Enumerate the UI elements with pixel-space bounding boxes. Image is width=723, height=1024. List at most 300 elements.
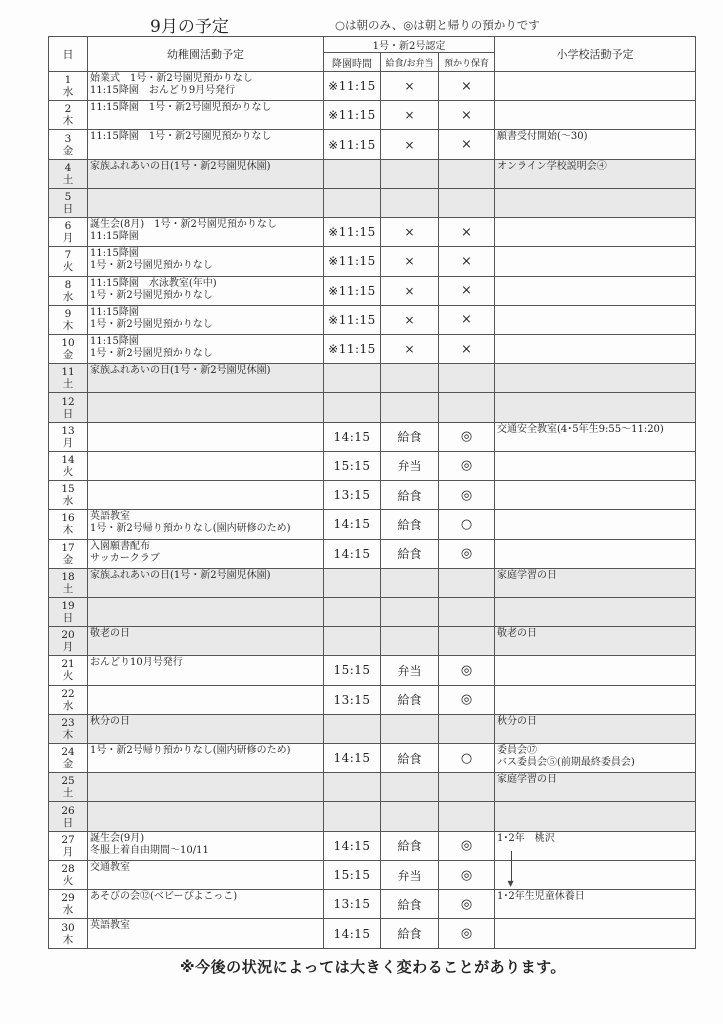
kindergarten-activity-cell: [88, 188, 324, 217]
school-activity-cell: [495, 744, 696, 773]
day-cell: [49, 218, 88, 247]
day-cell: [49, 597, 88, 626]
kindergarten-activity-cell: [88, 130, 324, 159]
day-number: 20: [61, 629, 75, 642]
meal-cell: 給食: [381, 539, 439, 568]
day-number: 1: [64, 74, 72, 87]
childcare-cell: ×: [439, 247, 495, 276]
weekday: 日: [62, 407, 74, 420]
dismissal-time-cell: 14:15: [324, 422, 381, 451]
meal-cell: 給食: [381, 744, 439, 773]
day-cell: [49, 188, 88, 217]
school-activity-cell: [495, 72, 696, 101]
activity-line: 11:15降園 1号・新2号園児預かりなし: [90, 131, 272, 143]
header-time: 降園時間: [324, 53, 381, 72]
dismissal-time-cell: 13:15: [324, 481, 381, 510]
day-cell: [49, 919, 88, 949]
day-row: [49, 159, 696, 188]
weekday: 火: [62, 465, 74, 478]
day-number: 28: [61, 863, 75, 876]
legend-note: ○は朝のみ、◎は朝と帰りの預かりです: [335, 18, 540, 32]
dismissal-time-cell: ※11:15: [324, 334, 381, 363]
schedule-table: [48, 36, 696, 949]
day-cell: [49, 334, 88, 363]
meal-cell: [381, 597, 439, 626]
kindergarten-activity-cell: [88, 305, 324, 334]
day-number: 26: [61, 804, 75, 817]
dismissal-time-cell: ※11:15: [324, 101, 381, 130]
activity-line: 11:15降園: [90, 335, 139, 347]
day-cell: [49, 510, 88, 539]
day-row: [49, 276, 696, 305]
activity-line: 誕生会(9月): [90, 832, 145, 844]
day-cell: [49, 890, 88, 919]
dismissal-time-cell: 14:15: [324, 744, 381, 773]
school-line: 交通安全教室(4･5年生9:55～11:20): [497, 423, 664, 435]
weekday: 月: [62, 232, 74, 245]
kindergarten-activity-cell: [88, 451, 324, 480]
school-activity-cell: [495, 130, 696, 159]
kindergarten-activity-cell: [88, 831, 324, 860]
childcare-cell: [439, 714, 495, 743]
activity-line: 11:15降園 水泳教室(年中): [90, 277, 217, 289]
school-activity-cell: [495, 656, 696, 685]
childcare-cell: ×: [439, 334, 495, 363]
meal-cell: 弁当: [381, 451, 439, 480]
day-number: 2: [64, 103, 72, 116]
school-activity-cell: [495, 510, 696, 539]
meal-cell: [381, 393, 439, 422]
day-row: [49, 568, 696, 597]
kindergarten-activity-cell: [88, 802, 324, 831]
page-title: 9月の予定: [150, 17, 229, 37]
day-number: 25: [61, 775, 75, 788]
day-row: [49, 627, 696, 656]
weekday: 日: [62, 816, 74, 829]
day-cell: [49, 159, 88, 188]
dismissal-time-cell: [324, 393, 381, 422]
childcare-cell: [439, 393, 495, 422]
kindergarten-activity-cell: [88, 860, 324, 889]
day-row: [49, 510, 696, 539]
dismissal-time-cell: [324, 627, 381, 656]
meal-cell: [381, 364, 439, 393]
day-row: [49, 422, 696, 451]
day-row: [49, 130, 696, 159]
day-cell: [49, 276, 88, 305]
activity-line: 冬服上着自由期間～10/11: [90, 844, 209, 856]
day-row: [49, 773, 696, 802]
meal-cell: [381, 714, 439, 743]
activity-line: 1号・新2号園児預かりなし: [90, 318, 213, 330]
school-line: 秋分の日: [497, 715, 538, 727]
day-row: [49, 656, 696, 685]
weekday: 木: [62, 115, 74, 128]
day-number: 16: [61, 512, 75, 525]
dismissal-time-cell: ※11:15: [324, 72, 381, 101]
activity-line: サッカークラブ: [90, 552, 160, 564]
childcare-cell: ◎: [439, 422, 495, 451]
day-cell: [49, 744, 88, 773]
childcare-cell: ◎: [439, 919, 495, 949]
meal-cell: [381, 568, 439, 597]
activity-line: 家族ふれあいの日(1号・新2号園児休園): [90, 365, 271, 377]
school-activity-cell: [495, 334, 696, 363]
day-cell: [49, 802, 88, 831]
day-number: 10: [61, 337, 75, 350]
meal-cell: ×: [381, 305, 439, 334]
activity-line: 11:15降園: [90, 231, 139, 243]
childcare-cell: [439, 159, 495, 188]
dismissal-time-cell: [324, 188, 381, 217]
day-row: [49, 451, 696, 480]
dismissal-time-cell: ※11:15: [324, 276, 381, 305]
weekday: 土: [62, 378, 74, 391]
childcare-cell: [439, 364, 495, 393]
day-cell: [49, 656, 88, 685]
childcare-cell: [439, 188, 495, 217]
day-number: 13: [61, 424, 75, 437]
day-number: 5: [64, 190, 72, 203]
dismissal-time-cell: [324, 159, 381, 188]
day-number: 29: [61, 892, 75, 905]
activity-line: 英語教室: [90, 920, 130, 932]
school-activity-cell: [495, 101, 696, 130]
day-row: [49, 481, 696, 510]
day-row: [49, 188, 696, 217]
dismissal-time-cell: [324, 802, 381, 831]
school-activity-cell: [495, 860, 696, 889]
activity-line: 交通教室: [90, 861, 130, 873]
day-cell: [49, 247, 88, 276]
dismissal-time-cell: ※11:15: [324, 218, 381, 247]
school-activity-cell: [495, 218, 696, 247]
day-number: 11: [61, 366, 75, 379]
school-line: オンライン学校説明会④: [497, 160, 607, 172]
day-cell: [49, 305, 88, 334]
meal-cell: 弁当: [381, 860, 439, 889]
day-row: [49, 72, 696, 101]
school-activity-cell: [495, 831, 696, 860]
weekday: 火: [62, 261, 74, 274]
meal-cell: ×: [381, 101, 439, 130]
childcare-cell: ◎: [439, 656, 495, 685]
header-school: 小学校活動予定: [495, 37, 696, 72]
kindergarten-activity-cell: [88, 276, 324, 305]
header-meal: 給食/お弁当: [381, 53, 439, 72]
kindergarten-activity-cell: [88, 218, 324, 247]
childcare-cell: ◎: [439, 451, 495, 480]
day-number: 14: [61, 453, 75, 466]
weekday: 金: [62, 758, 74, 771]
day-number: 15: [61, 483, 75, 496]
day-row: [49, 831, 696, 860]
childcare-cell: ◎: [439, 890, 495, 919]
school-activity-cell: [495, 714, 696, 743]
day-cell: [49, 773, 88, 802]
school-activity-cell: [495, 802, 696, 831]
day-number: 3: [64, 132, 72, 145]
childcare-cell: ×: [439, 305, 495, 334]
day-cell: [49, 568, 88, 597]
kindergarten-activity-cell: [88, 597, 324, 626]
activity-line: 11:15降園 おんどり9月号発行: [90, 85, 236, 96]
meal-cell: 給食: [381, 685, 439, 714]
day-cell: [49, 364, 88, 393]
activity-line: 1号・新2号帰り預かりなし(園内研修のため): [90, 745, 291, 757]
activity-line: 英語教室: [90, 511, 130, 523]
day-number: 9: [64, 307, 72, 320]
kindergarten-activity-cell: [88, 364, 324, 393]
day-row: [49, 218, 696, 247]
meal-cell: 給食: [381, 890, 439, 919]
meal-cell: [381, 188, 439, 217]
dismissal-time-cell: [324, 568, 381, 597]
activity-line: 11:15降園 1号・新2号園児預かりなし: [90, 102, 272, 114]
school-activity-cell: [495, 627, 696, 656]
kindergarten-activity-cell: [88, 334, 324, 363]
day-row: [49, 334, 696, 363]
school-activity-cell: [495, 481, 696, 510]
activity-line: 始業式 1号・新2号園児預かりなし: [90, 73, 253, 84]
childcare-cell: ◎: [439, 481, 495, 510]
school-activity-cell: [495, 568, 696, 597]
day-row: [49, 247, 696, 276]
kindergarten-activity-cell: [88, 919, 324, 949]
meal-cell: 給食: [381, 422, 439, 451]
school-activity-cell: [495, 247, 696, 276]
kindergarten-activity-cell: [88, 627, 324, 656]
activity-line: 1号・新2号園児預かりなし: [90, 289, 213, 301]
day-row: [49, 393, 696, 422]
childcare-cell: ×: [439, 218, 495, 247]
day-cell: [49, 101, 88, 130]
day-row: [49, 685, 696, 714]
weekday: 水: [62, 86, 74, 99]
dismissal-time-cell: ※11:15: [324, 130, 381, 159]
kindergarten-activity-cell: [88, 656, 324, 685]
childcare-cell: ○: [439, 744, 495, 773]
day-row: [49, 305, 696, 334]
activity-line: 家族ふれあいの日(1号・新2号園児休園): [90, 160, 271, 172]
header-activities: 幼稚園活動予定: [88, 37, 324, 72]
dismissal-time-cell: [324, 714, 381, 743]
school-activity-cell: [495, 597, 696, 626]
kindergarten-activity-cell: [88, 481, 324, 510]
activity-line: 1号・新2号園児預かりなし: [90, 347, 213, 359]
kindergarten-activity-cell: [88, 393, 324, 422]
activity-line: あそびの会⑫(ベビーぴよこっこ): [90, 891, 238, 903]
dismissal-time-cell: 15:15: [324, 860, 381, 889]
school-activity-cell: [495, 422, 696, 451]
weekday: 土: [62, 582, 74, 595]
dismissal-time-cell: 15:15: [324, 451, 381, 480]
meal-cell: ×: [381, 276, 439, 305]
childcare-cell: ◎: [439, 860, 495, 889]
dismissal-time-cell: 15:15: [324, 656, 381, 685]
day-cell: [49, 685, 88, 714]
kindergarten-activity-cell: [88, 773, 324, 802]
activity-line: 秋分の日: [90, 715, 130, 727]
childcare-cell: [439, 802, 495, 831]
day-number: 22: [61, 687, 75, 700]
childcare-cell: [439, 773, 495, 802]
meal-cell: [381, 802, 439, 831]
school-line: 家庭学習の日: [497, 569, 558, 581]
school-line: 願書受付開始(～30): [497, 131, 588, 143]
day-cell: [49, 422, 88, 451]
school-line: バス委員会⑤(前期最終委員会): [497, 757, 635, 769]
day-row: [49, 744, 696, 773]
childcare-cell: ○: [439, 510, 495, 539]
kindergarten-activity-cell: [88, 568, 324, 597]
day-cell: [49, 451, 88, 480]
day-row: [49, 919, 696, 949]
school-activity-cell: [495, 919, 696, 949]
weekday: 金: [62, 553, 74, 566]
weekday: 水: [62, 699, 74, 712]
school-line: 1･2年生児童休養日: [497, 891, 585, 903]
meal-cell: [381, 627, 439, 656]
childcare-cell: ×: [439, 276, 495, 305]
header-certification-group: 1号・新2号認定: [324, 37, 495, 53]
school-activity-cell: [495, 451, 696, 480]
school-activity-cell: [495, 305, 696, 334]
activity-line: 11:15降園: [90, 248, 139, 260]
school-activity-cell: [495, 685, 696, 714]
childcare-cell: ×: [439, 72, 495, 101]
kindergarten-activity-cell: [88, 510, 324, 539]
kindergarten-activity-cell: [88, 685, 324, 714]
day-number: 19: [61, 600, 75, 613]
header-care: 預かり保育: [439, 53, 495, 72]
meal-cell: ×: [381, 72, 439, 101]
school-activity-cell: [495, 890, 696, 919]
arrow-head-icon: ▼: [507, 879, 514, 888]
arrow-line: [511, 851, 512, 882]
meal-cell: 給食: [381, 919, 439, 949]
day-row: [49, 860, 696, 889]
day-number: 7: [64, 249, 72, 262]
dismissal-time-cell: 14:15: [324, 539, 381, 568]
weekday: 金: [62, 144, 74, 157]
meal-cell: 給食: [381, 831, 439, 860]
day-row: [49, 714, 696, 743]
day-number: 30: [61, 921, 75, 934]
weekday: 木: [62, 728, 74, 741]
dismissal-time-cell: 14:15: [324, 831, 381, 860]
dismissal-time-cell: 13:15: [324, 685, 381, 714]
meal-cell: ×: [381, 247, 439, 276]
dismissal-time-cell: ※11:15: [324, 247, 381, 276]
footer-note: ※今後の状況によっては大きく変わることがあります。: [180, 958, 566, 976]
day-number: 12: [61, 395, 75, 408]
meal-cell: 給食: [381, 481, 439, 510]
weekday: 月: [62, 436, 74, 449]
weekday: 木: [62, 933, 74, 946]
activity-line: おんどり10月号発行: [90, 657, 183, 669]
weekday: 金: [62, 349, 74, 362]
school-line: 家庭学習の日: [497, 774, 558, 786]
school-line: 敬老の日: [497, 628, 538, 640]
meal-cell: ×: [381, 218, 439, 247]
weekday: 木: [62, 319, 74, 332]
kindergarten-activity-cell: [88, 422, 324, 451]
day-row: [49, 101, 696, 130]
childcare-cell: ×: [439, 130, 495, 159]
day-cell: [49, 72, 88, 101]
dismissal-time-cell: [324, 773, 381, 802]
activity-line: 家族ふれあいの日(1号・新2号園児休園): [90, 569, 271, 581]
meal-cell: ×: [381, 130, 439, 159]
school-activity-cell: [495, 539, 696, 568]
school-line: 委員会⑰: [497, 745, 538, 757]
activity-line: 入園願書配布: [90, 540, 150, 552]
day-number: 24: [61, 746, 75, 759]
dismissal-time-cell: 14:15: [324, 510, 381, 539]
childcare-cell: [439, 597, 495, 626]
dismissal-time-cell: 14:15: [324, 919, 381, 949]
weekday: 水: [62, 495, 74, 508]
childcare-cell: ◎: [439, 831, 495, 860]
weekday: 月: [62, 845, 74, 858]
day-cell: [49, 627, 88, 656]
school-activity-cell: [495, 364, 696, 393]
day-number: 17: [61, 541, 75, 554]
day-row: [49, 597, 696, 626]
day-number: 6: [64, 220, 72, 233]
weekday: 火: [62, 875, 74, 888]
day-cell: [49, 831, 88, 860]
day-row: [49, 802, 696, 831]
dismissal-time-cell: [324, 597, 381, 626]
day-number: 8: [64, 278, 72, 291]
childcare-cell: [439, 568, 495, 597]
activity-line: 誕生会(8月) 1号・新2号園児預かりなし: [90, 219, 277, 231]
activity-line: 敬老の日: [90, 628, 130, 640]
kindergarten-activity-cell: [88, 890, 324, 919]
dismissal-time-cell: ※11:15: [324, 305, 381, 334]
day-row: [49, 890, 696, 919]
activity-line: 1号・新2号帰り預かりなし(園内研修のため): [90, 523, 291, 535]
weekday: 水: [62, 904, 74, 917]
weekday: 火: [62, 670, 74, 683]
school-line: 1･2年 桃沢: [497, 832, 555, 844]
activity-line: 1号・新2号園児預かりなし: [90, 260, 213, 272]
kindergarten-activity-cell: [88, 101, 324, 130]
day-cell: [49, 393, 88, 422]
meal-cell: [381, 773, 439, 802]
meal-cell: [381, 159, 439, 188]
day-cell: [49, 860, 88, 889]
day-cell: [49, 481, 88, 510]
school-activity-cell: [495, 159, 696, 188]
weekday: 土: [62, 173, 74, 186]
childcare-cell: ×: [439, 101, 495, 130]
day-cell: [49, 539, 88, 568]
childcare-cell: ◎: [439, 685, 495, 714]
weekday: 日: [62, 612, 74, 625]
school-activity-cell: [495, 393, 696, 422]
day-cell: [49, 714, 88, 743]
weekday: 土: [62, 787, 74, 800]
day-cell: [49, 130, 88, 159]
school-activity-cell: [495, 773, 696, 802]
school-activity-cell: [495, 188, 696, 217]
childcare-cell: [439, 627, 495, 656]
weekday: 水: [62, 290, 74, 303]
school-activity-cell: [495, 276, 696, 305]
